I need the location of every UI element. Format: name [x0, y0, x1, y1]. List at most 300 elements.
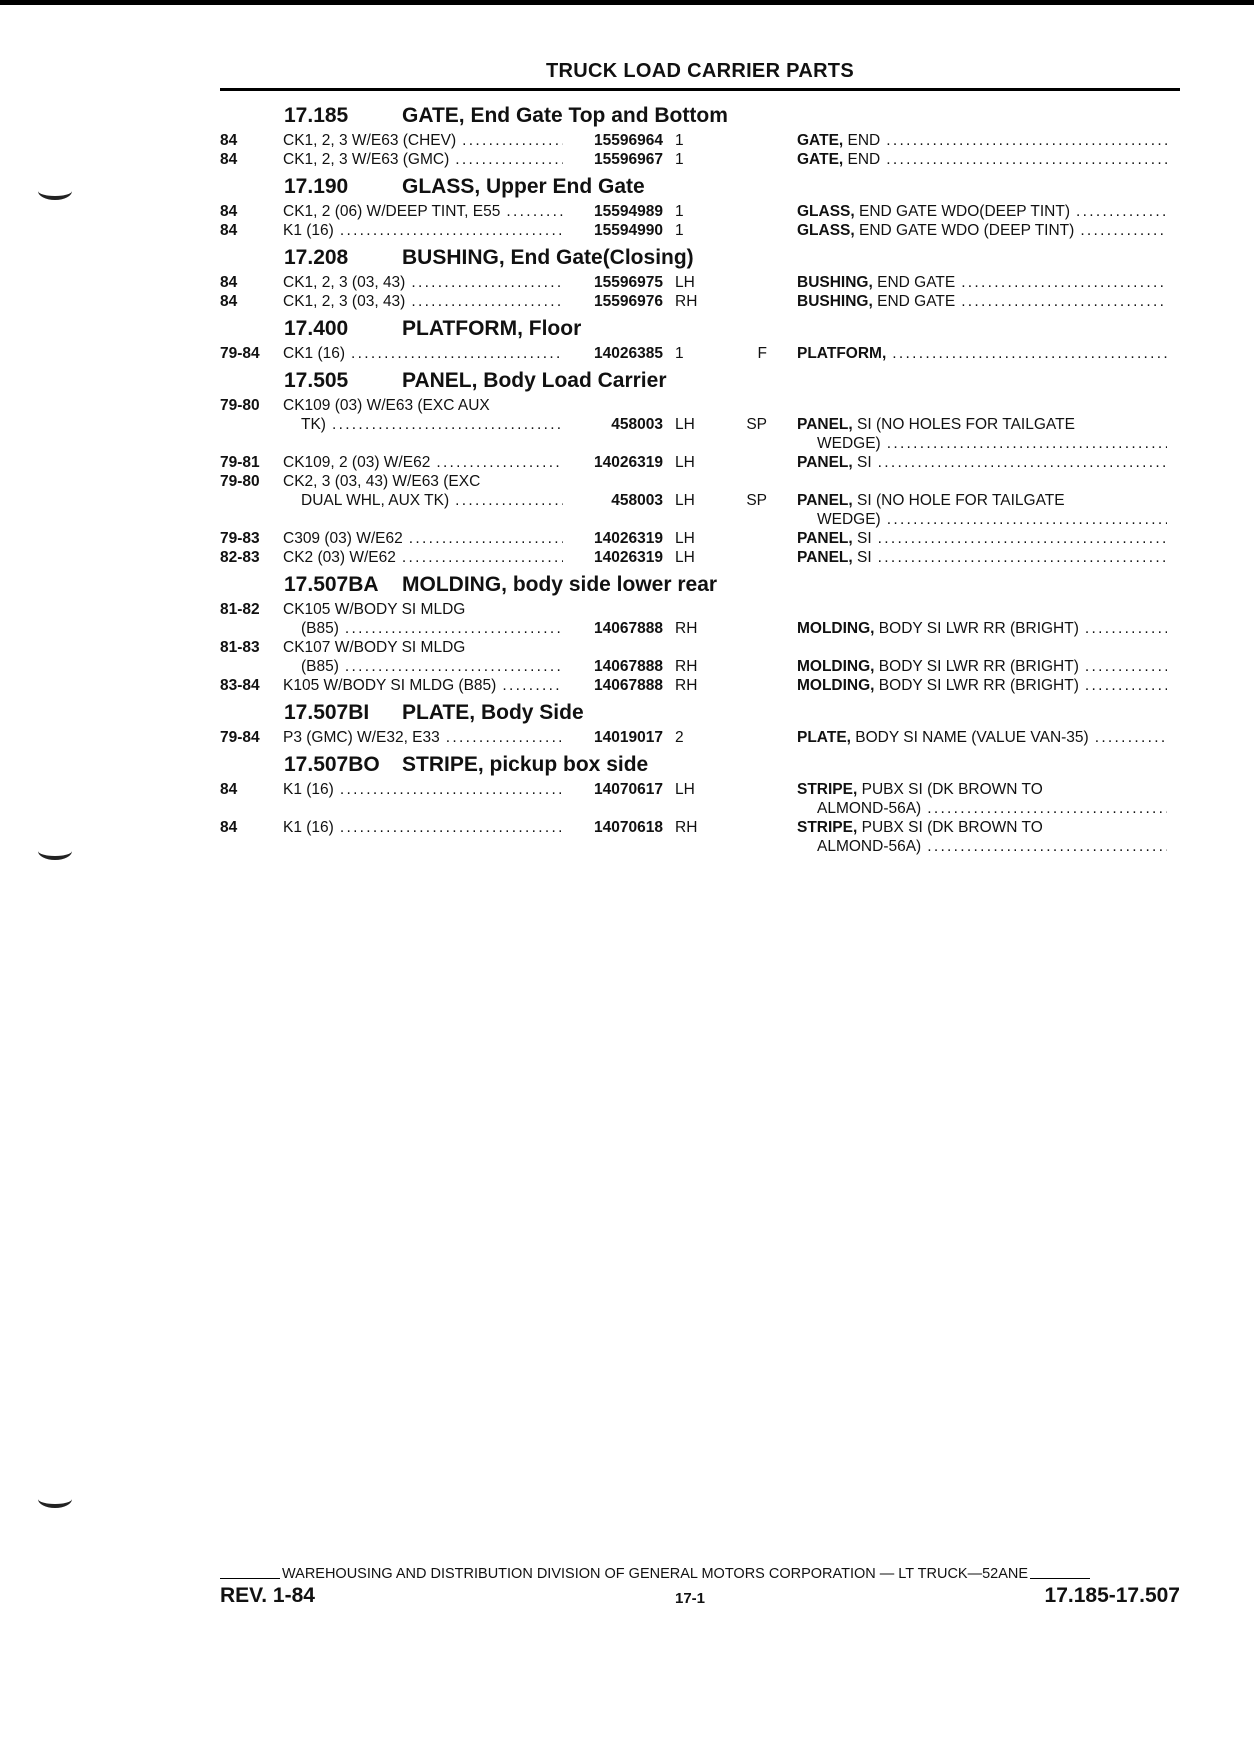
quantity: 2	[675, 729, 684, 746]
leader-dots	[1079, 657, 1167, 676]
model-cell	[283, 619, 563, 638]
section-number: 17.507BO	[284, 752, 380, 776]
description-text	[797, 273, 955, 292]
description-text	[797, 818, 1043, 837]
description-text	[797, 150, 880, 169]
description-cell	[781, 202, 1167, 221]
description-detail: END	[843, 151, 881, 168]
leader-dots	[496, 676, 563, 695]
description-text	[797, 676, 1079, 695]
description-detail: PUBX SI (DK BROWN TO	[857, 819, 1043, 836]
row-main	[220, 202, 1180, 221]
section-header	[220, 313, 1180, 344]
top-border-rule	[0, 0, 1254, 5]
model-cell	[283, 292, 563, 311]
row-main	[220, 453, 1180, 472]
row-main	[220, 491, 1180, 510]
description-detail: SI	[852, 549, 872, 566]
row-main	[220, 818, 1180, 837]
row-main	[220, 676, 1180, 695]
description-text	[797, 728, 1089, 747]
model-cell	[283, 657, 563, 676]
table-row	[220, 600, 1180, 638]
section-header	[220, 749, 1180, 780]
description-continued-cell	[817, 799, 1167, 818]
description-noun: STRIPE,	[797, 819, 858, 836]
leader-dots	[405, 273, 563, 292]
footer-rule-left	[220, 1578, 280, 1579]
table-row	[220, 344, 1180, 363]
section-name: MOLDING, body side lower rear	[402, 572, 718, 596]
part-number: 15594989	[594, 203, 663, 220]
binder-hole-mark	[38, 842, 72, 860]
model-text: CK1, 2, 3 W/E63 (CHEV)	[283, 132, 457, 149]
leader-dots	[872, 529, 1167, 548]
description-text	[797, 131, 880, 150]
model-cell	[283, 131, 563, 150]
section	[220, 100, 1180, 169]
leader-dots	[921, 799, 1167, 818]
year-range: 84	[220, 203, 238, 220]
leader-dots	[449, 150, 563, 169]
model-text: K1 (16)	[283, 781, 334, 798]
description-cell	[781, 453, 1167, 472]
year-range: 82-83	[220, 549, 260, 566]
part-number: 15596964	[594, 132, 663, 149]
section-name: GLASS, Upper End Gate	[402, 174, 645, 198]
leader-dots	[955, 273, 1167, 292]
part-number: 14026319	[594, 454, 663, 471]
description-noun: GATE,	[797, 151, 844, 168]
section-name: GATE, End Gate Top and Bottom	[402, 103, 728, 127]
section-name: STRIPE, pickup box side	[402, 752, 649, 776]
year-range: 79-80	[220, 397, 260, 414]
leader-dots	[1074, 221, 1167, 240]
model-text: CK109, 2 (03) W/E62	[283, 454, 431, 471]
model-text: CK107 W/BODY SI MLDG	[283, 639, 466, 656]
model-text: P3 (GMC) W/E32, E33	[283, 729, 440, 746]
row-main	[220, 131, 1180, 150]
description-text	[797, 453, 872, 472]
section-header	[220, 569, 1180, 600]
part-number: 15596967	[594, 151, 663, 168]
description-continued: WEDGE)	[817, 435, 881, 452]
model-text: CK2 (03) W/E62	[283, 549, 396, 566]
model-text: CK1, 2, 3 W/E63 (GMC)	[283, 151, 450, 168]
leader-dots	[1079, 619, 1167, 638]
description-noun: PANEL,	[797, 530, 853, 547]
quantity: 1	[675, 222, 684, 239]
description-cell	[781, 344, 1167, 363]
section	[220, 569, 1180, 695]
year-range: 84	[220, 132, 238, 149]
description-detail: SI	[852, 530, 872, 547]
quantity: RH	[675, 620, 698, 637]
description-detail: END GATE	[872, 274, 956, 291]
description-noun: STRIPE,	[797, 781, 858, 798]
description-detail: SI (NO HOLE FOR TAILGATE	[852, 492, 1065, 509]
year-range: 79-84	[220, 729, 260, 746]
leader-dots	[456, 131, 563, 150]
description-noun: PANEL,	[797, 454, 853, 471]
leader-dots	[334, 780, 563, 799]
parts-list	[220, 100, 1180, 858]
description-cell	[781, 415, 1167, 434]
leader-dots	[1079, 676, 1167, 695]
section-number: 17.400	[284, 316, 349, 340]
description-continued: WEDGE)	[817, 511, 881, 528]
leader-dots	[326, 415, 563, 434]
section	[220, 749, 1180, 856]
row-main	[220, 415, 1180, 434]
section-name: PLATFORM, Floor	[402, 316, 582, 340]
section	[220, 242, 1180, 311]
row-first-line	[220, 638, 1180, 657]
row-main	[220, 529, 1180, 548]
continued-spacer	[220, 510, 817, 529]
flag-code: SP	[746, 416, 767, 433]
flag-code: SP	[746, 492, 767, 509]
leader-dots	[449, 491, 563, 510]
description-noun: BUSHING,	[797, 293, 873, 310]
year-range: 81-82	[220, 601, 260, 618]
quantity: RH	[675, 819, 698, 836]
description-detail: BODY SI LWR RR (BRIGHT)	[874, 658, 1079, 675]
page-title: TRUCK LOAD CARRIER PARTS	[546, 60, 854, 82]
description-detail: SI	[852, 454, 872, 471]
row-main	[220, 728, 1180, 747]
section-header	[220, 365, 1180, 396]
description-continued-line	[220, 799, 1180, 818]
leader-dots	[921, 837, 1167, 856]
description-cell	[781, 273, 1167, 292]
model-continued: (B85)	[301, 658, 339, 675]
leader-dots	[880, 131, 1167, 150]
section	[220, 697, 1180, 747]
row-main	[220, 619, 1180, 638]
model-text: K1 (16)	[283, 819, 334, 836]
description-continued-cell	[817, 837, 1167, 856]
year-range: 84	[220, 293, 238, 310]
model-cell	[283, 273, 563, 292]
row-first-line	[220, 472, 1180, 491]
year-range: 79-84	[220, 345, 260, 362]
model-continued: (B85)	[301, 620, 339, 637]
description-text	[797, 292, 955, 311]
description-cell	[781, 131, 1167, 150]
model-text: CK1, 2, 3 (03, 43)	[283, 274, 406, 291]
quantity: LH	[675, 781, 695, 798]
description-noun: PLATE,	[797, 729, 851, 746]
model-continued: DUAL WHL, AUX TK)	[301, 492, 450, 509]
model-text: CK2, 3 (03, 43) W/E63 (EXC	[283, 473, 481, 490]
part-number: 14070618	[594, 819, 663, 836]
part-number: 458003	[611, 492, 663, 509]
model-cell	[283, 491, 563, 510]
row-main	[220, 273, 1180, 292]
description-text	[797, 529, 872, 548]
part-number: 15594990	[594, 222, 663, 239]
leader-dots	[440, 728, 563, 747]
section-number: 17.208	[284, 245, 349, 269]
description-cell	[781, 529, 1167, 548]
title-rule	[220, 88, 1180, 91]
model-cell	[283, 676, 563, 695]
model-text: C309 (03) W/E62	[283, 530, 403, 547]
footer-rule-right	[1030, 1578, 1090, 1579]
section-header	[220, 171, 1180, 202]
model-text: CK1, 2, 3 (03, 43)	[283, 293, 406, 310]
quantity: 1	[675, 345, 684, 362]
footer-division-line	[220, 1566, 1180, 1582]
leader-dots	[334, 818, 563, 837]
description-continued-cell	[817, 510, 1167, 529]
leader-dots	[881, 510, 1167, 529]
leader-dots	[1089, 728, 1167, 747]
description-cell	[781, 619, 1167, 638]
model-text: CK109 (03) W/E63 (EXC AUX	[283, 397, 490, 414]
description-cell	[781, 728, 1167, 747]
description-cell	[781, 676, 1167, 695]
model-text: CK1 (16)	[283, 345, 346, 362]
quantity: LH	[675, 416, 695, 433]
binder-hole-mark	[38, 182, 72, 200]
leader-dots	[339, 619, 563, 638]
quantity: LH	[675, 549, 695, 566]
model-cell	[283, 221, 563, 240]
table-row	[220, 638, 1180, 676]
part-number: 14067888	[594, 677, 663, 694]
quantity: 1	[675, 132, 684, 149]
table-row	[220, 202, 1180, 221]
model-cell	[283, 728, 563, 747]
description-text	[797, 344, 886, 363]
description-noun: PANEL,	[797, 492, 853, 509]
description-cell	[781, 491, 1167, 510]
continued-spacer	[220, 799, 817, 818]
year-range: 84	[220, 274, 238, 291]
description-continued: ALMOND-56A)	[817, 838, 922, 855]
description-text	[797, 491, 1065, 510]
description-detail: END GATE WDO (DEEP TINT)	[854, 222, 1075, 239]
year-range: 79-83	[220, 530, 260, 547]
description-detail: BODY SI LWR RR (BRIGHT)	[874, 677, 1079, 694]
part-number: 14067888	[594, 658, 663, 675]
quantity: RH	[675, 658, 698, 675]
table-row	[220, 472, 1180, 529]
section-number: 17.190	[284, 174, 349, 198]
leader-dots	[872, 548, 1167, 567]
description-noun: GLASS,	[797, 203, 855, 220]
section-name: PLATE, Body Side	[402, 700, 584, 724]
table-row	[220, 221, 1180, 240]
part-number: 14067888	[594, 620, 663, 637]
part-number: 14026385	[594, 345, 663, 362]
leader-dots	[405, 292, 563, 311]
part-number: 14019017	[594, 729, 663, 746]
leader-dots	[339, 657, 563, 676]
leader-dots	[886, 344, 1167, 363]
description-continued-line	[220, 434, 1180, 453]
year-range: 81-83	[220, 639, 260, 656]
section	[220, 365, 1180, 567]
model-text: CK1, 2 (06) W/DEEP TINT, E55	[283, 203, 501, 220]
leader-dots	[500, 202, 563, 221]
description-text	[797, 657, 1079, 676]
description-text	[797, 202, 1070, 221]
row-main	[220, 657, 1180, 676]
description-text	[797, 619, 1079, 638]
revision-label: REV. 1-84	[220, 1584, 315, 1607]
table-row	[220, 396, 1180, 453]
table-row	[220, 529, 1180, 548]
table-row	[220, 453, 1180, 472]
model-cell	[283, 818, 563, 837]
section-name: PANEL, Body Load Carrier	[402, 368, 667, 392]
section-number: 17.507BA	[284, 572, 379, 596]
model-cell	[283, 344, 563, 363]
section-header	[220, 100, 1180, 131]
leader-dots	[880, 150, 1167, 169]
description-detail: END GATE	[872, 293, 956, 310]
description-cell	[781, 221, 1167, 240]
description-detail: END GATE WDO(DEEP TINT)	[854, 203, 1070, 220]
row-main	[220, 780, 1180, 799]
description-detail: BODY SI NAME (VALUE VAN-35)	[850, 729, 1089, 746]
leader-dots	[881, 434, 1167, 453]
description-continued: ALMOND-56A)	[817, 800, 922, 817]
description-text	[797, 548, 872, 567]
description-detail: BODY SI LWR RR (BRIGHT)	[874, 620, 1079, 637]
description-text	[797, 780, 1043, 799]
quantity: LH	[675, 492, 695, 509]
description-noun: GATE,	[797, 132, 844, 149]
part-number: 14026319	[594, 530, 663, 547]
model-cell	[283, 548, 563, 567]
description-noun: PANEL,	[797, 549, 853, 566]
row-first-line	[220, 396, 1180, 415]
description-cell	[781, 657, 1167, 676]
section-range: 17.185-17.507	[1044, 1584, 1180, 1607]
leader-dots	[396, 548, 563, 567]
description-noun: GLASS,	[797, 222, 855, 239]
description-continued-line	[220, 510, 1180, 529]
year-range: 84	[220, 781, 238, 798]
description-noun: PLATFORM,	[797, 345, 887, 362]
description-continued-line	[220, 837, 1180, 856]
section-number: 17.185	[284, 103, 349, 127]
description-cell	[781, 292, 1167, 311]
table-row	[220, 676, 1180, 695]
model-cell	[283, 529, 563, 548]
description-cell	[781, 780, 1167, 799]
description-noun: MOLDING,	[797, 677, 875, 694]
leader-dots	[345, 344, 563, 363]
part-number: 15596976	[594, 293, 663, 310]
quantity: 1	[675, 203, 684, 220]
section-name: BUSHING, End Gate(Closing)	[402, 245, 694, 269]
model-text: CK105 W/BODY SI MLDG	[283, 601, 466, 618]
section-header	[220, 697, 1180, 728]
table-row	[220, 150, 1180, 169]
leader-dots	[1070, 202, 1167, 221]
description-text	[797, 415, 1075, 434]
leader-dots	[872, 453, 1167, 472]
row-main	[220, 292, 1180, 311]
model-text: K1 (16)	[283, 222, 334, 239]
year-range: 83-84	[220, 677, 260, 694]
model-cell	[283, 453, 563, 472]
model-cell	[283, 150, 563, 169]
description-noun: BUSHING,	[797, 274, 873, 291]
year-range: 84	[220, 222, 238, 239]
description-cell	[781, 548, 1167, 567]
flag-code: F	[757, 345, 767, 362]
quantity: LH	[675, 530, 695, 547]
year-range: 79-80	[220, 473, 260, 490]
table-row	[220, 818, 1180, 856]
quantity: LH	[675, 454, 695, 471]
row-first-line	[220, 600, 1180, 619]
section-header	[220, 242, 1180, 273]
quantity: RH	[675, 293, 698, 310]
model-text: K105 W/BODY SI MLDG (B85)	[283, 677, 497, 694]
year-range: 84	[220, 819, 238, 836]
table-row	[220, 292, 1180, 311]
model-continued: TK)	[301, 416, 326, 433]
description-detail: END	[843, 132, 881, 149]
table-row	[220, 728, 1180, 747]
model-cell	[283, 202, 563, 221]
table-row	[220, 273, 1180, 292]
binder-hole-mark	[38, 1490, 72, 1508]
description-detail: PUBX SI (DK BROWN TO	[857, 781, 1043, 798]
description-noun: MOLDING,	[797, 620, 875, 637]
table-row	[220, 131, 1180, 150]
year-range: 84	[220, 151, 238, 168]
section	[220, 171, 1180, 240]
model-cell	[283, 415, 563, 434]
quantity: 1	[675, 151, 684, 168]
table-row	[220, 548, 1180, 567]
row-main	[220, 344, 1180, 363]
continued-spacer	[220, 837, 817, 856]
description-noun: MOLDING,	[797, 658, 875, 675]
description-cell	[781, 150, 1167, 169]
row-main	[220, 548, 1180, 567]
page-number: 17-1	[674, 1590, 706, 1607]
description-text	[797, 221, 1074, 240]
row-main	[220, 150, 1180, 169]
description-detail: SI (NO HOLES FOR TAILGATE	[852, 416, 1075, 433]
part-number: 458003	[611, 416, 663, 433]
quantity: LH	[675, 274, 695, 291]
row-main	[220, 221, 1180, 240]
leader-dots	[334, 221, 563, 240]
leader-dots	[430, 453, 563, 472]
model-cell	[283, 780, 563, 799]
description-cell	[781, 818, 1167, 837]
description-continued-cell	[817, 434, 1167, 453]
section	[220, 313, 1180, 363]
quantity: RH	[675, 677, 698, 694]
footer-division: WAREHOUSING AND DISTRIBUTION DIVISION OF GENERAL MOTORS CORPORATION — LT TRUCK—52ANE	[282, 1566, 1029, 1582]
description-noun: PANEL,	[797, 416, 853, 433]
part-number: 15596975	[594, 274, 663, 291]
year-range: 79-81	[220, 454, 260, 471]
part-number: 14070617	[594, 781, 663, 798]
leader-dots	[403, 529, 563, 548]
